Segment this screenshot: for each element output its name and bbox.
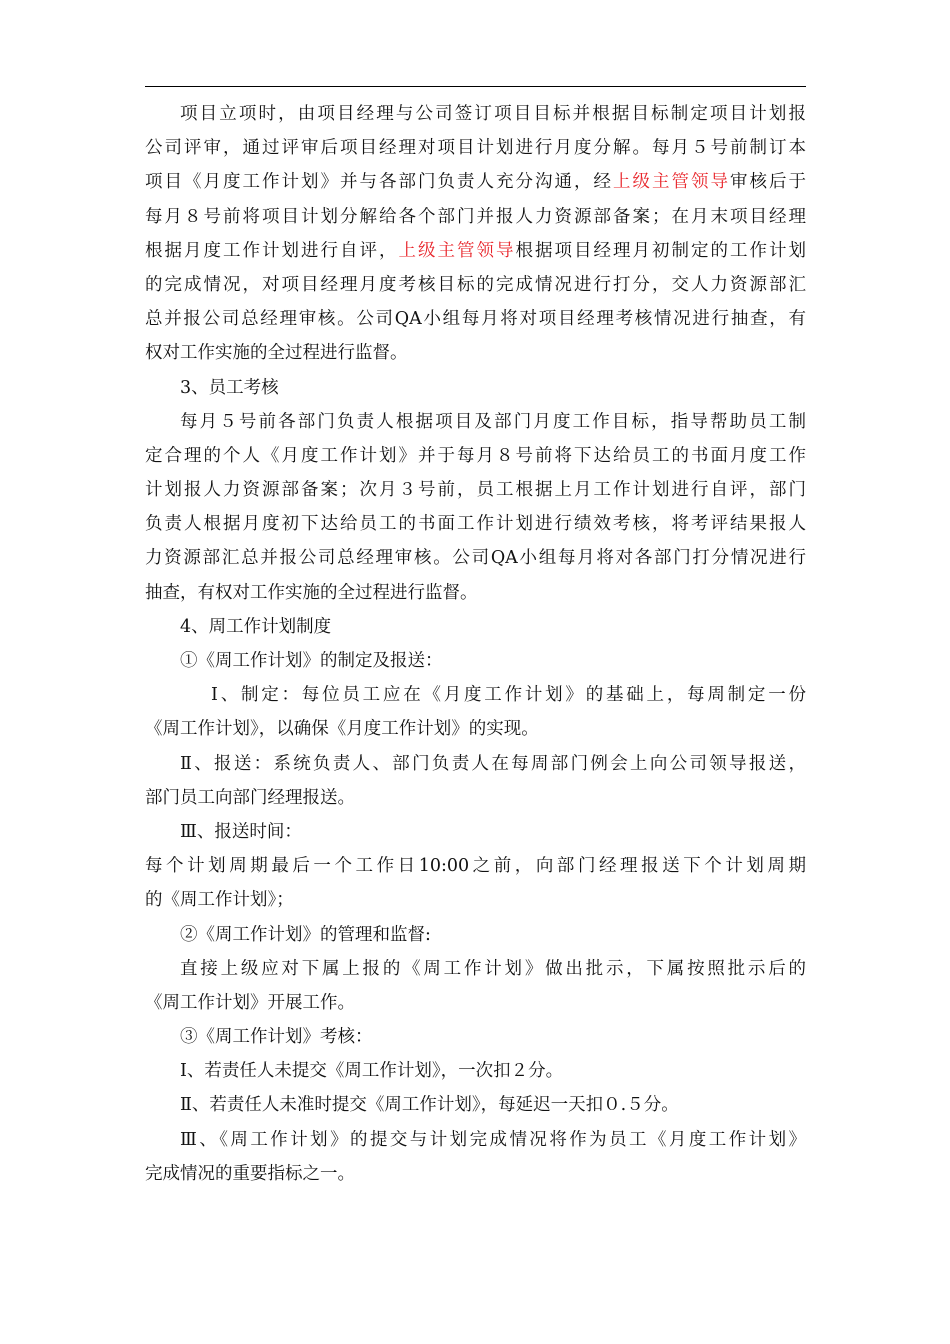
subsection-heading: ①《周工作计划》的制定及报送：: [180, 651, 443, 671]
text-run: 项目《月度工作计划》并与各部门负责人充分沟通，经: [145, 172, 613, 193]
header-rule: [145, 86, 806, 87]
text-run: 审核后于: [730, 172, 806, 193]
body-line: 的《周工作计划》；: [145, 890, 294, 911]
body-line: 总并报公司总经理审核。公司QA小组每月将对项目经理考核情况进行抽查，有: [145, 309, 806, 330]
body-line: 的完成情况，对项目经理月度考核目标的完成情况进行打分，交人力资源部汇: [145, 274, 806, 295]
section-heading: 4、周工作计划制度: [180, 616, 332, 637]
body-line: 《周工作计划》，以确保《月度工作计划》的实现。: [145, 719, 539, 740]
body-line: 定合理的个人《月度工作计划》并于每月８号前将下达给员工的书面月度工作: [145, 445, 806, 466]
body-line: Ⅱ、若责任人未准时提交《周工作计划》，每延迟一天扣０.５分。: [180, 1095, 679, 1116]
body-line: 权对工作实施的全过程进行监督。: [145, 343, 408, 364]
body-line: 每月８号前将项目计划分解给各个部门并报人力资源部备案；在月末项目经理: [145, 206, 806, 227]
body-line: 公司评审，通过评审后项目经理对项目计划进行月度分解。每月５号前制订本: [145, 138, 806, 159]
highlighted-text: 上级主管领导: [613, 172, 730, 193]
body-line: 计划报人力资源部备案；次月３号前，员工根据上月工作计划进行自评，部门: [145, 480, 806, 501]
subsection-heading: ②《周工作计划》的管理和监督:: [180, 924, 431, 945]
body-line: 《周工作计划》开展工作。: [145, 992, 355, 1013]
highlighted-text: 上级主管领导: [398, 240, 516, 261]
body-line: 每个计划周期最后一个工作日10:00之前，向部门经理报送下个计划周期: [145, 856, 806, 877]
section-heading: 3、员工考核: [180, 377, 279, 398]
body-line: [145, 165, 806, 199]
subsection-heading: ③《周工作计划》考核：: [180, 1027, 373, 1048]
body-line: 抽查，有权对工作实施的全过程进行监督。: [145, 582, 478, 603]
text-run: 根据月度工作计划进行自评，: [145, 240, 399, 261]
text-run: 根据项目经理月初制定的工作计划: [515, 240, 806, 261]
body-line: [145, 234, 806, 268]
body-line: Ⅲ、报送时间：: [180, 821, 302, 842]
body-line: 完成情况的重要指标之一。: [145, 1163, 355, 1184]
body-line: Ⅱ、报送：系统负责人、部门负责人在每周部门例会上向公司领导报送，: [180, 753, 806, 774]
body-line: 项目立项时，由项目经理与公司签订项目目标并根据目标制定项目计划报: [180, 104, 806, 124]
body-line: 力资源部汇总并报公司总经理审核。公司QA小组每月将对各部门打分情况进行: [145, 548, 806, 569]
body-line: Ⅰ、若责任人未提交《周工作计划》，一次扣２分。: [180, 1061, 564, 1082]
body-line: 每月５号前各部门负责人根据项目及部门月度工作目标，指导帮助员工制: [180, 411, 806, 432]
body-line: Ⅰ、制定：每位员工应在《月度工作计划》的基础上，每周制定一份: [211, 685, 806, 706]
body-line: 部门员工向部门经理报送。: [145, 787, 355, 808]
document-page: [145, 97, 806, 1191]
body-line: Ⅲ、《周工作计划》的提交与计划完成情况将作为员工《月度工作计划》: [180, 1129, 806, 1150]
body-line: 直接上级应对下属上报的《周工作计划》做出批示，下属按照批示后的: [180, 958, 806, 979]
body-line: 负责人根据月度初下达给员工的书面工作计划进行绩效考核，将考评结果报人: [145, 514, 806, 535]
